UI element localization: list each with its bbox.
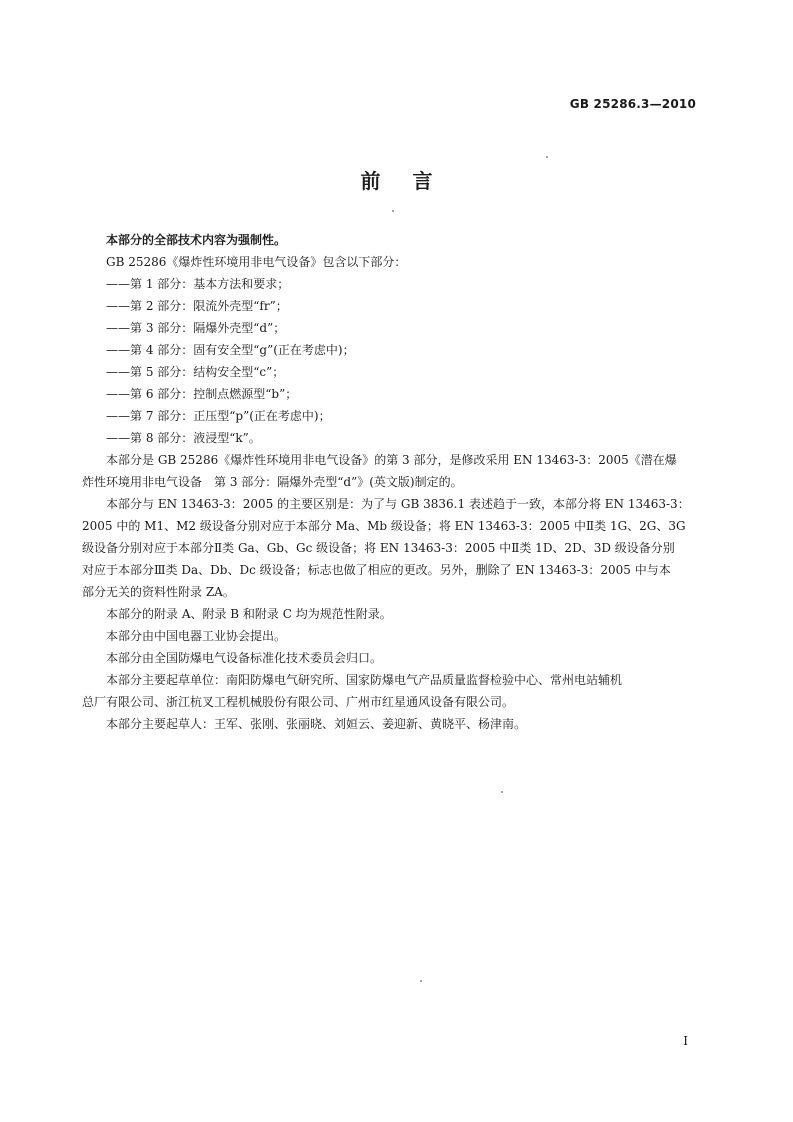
page-number: I xyxy=(683,1034,688,1048)
part-list-item: ——第 2 部分：限流外壳型“fr”； xyxy=(106,299,288,313)
part-list-item: ——第 5 部分：结构安全型“c”； xyxy=(106,365,285,379)
differences-line: 2005 中的 M1、M2 级设备分别对应于本部分 Ma、Mb 级设备；将 EN 13463-3：2005 中Ⅱ类 1G、2G、3G xyxy=(82,519,686,533)
differences-paragraph xyxy=(82,493,696,603)
adoption-paragraph xyxy=(82,449,696,493)
drafting-units-line: 总厂有限公司、浙江杭叉工程机械股份有限公司、广州市红星通风设备有限公司。 xyxy=(82,695,515,709)
drafting-units-paragraph xyxy=(82,669,696,713)
scan-speck xyxy=(420,980,422,982)
series-intro: GB 25286《爆炸性环境用非电气设备》包含以下部分： xyxy=(106,255,407,269)
proposed-by: 本部分由中国电器工业协会提出。 xyxy=(106,629,287,643)
part-list-item: ——第 4 部分：固有安全型“g”(正在考虑中)； xyxy=(106,343,355,357)
part-list-item: ——第 8 部分：液浸型“k”。 xyxy=(106,431,261,445)
scan-speck xyxy=(501,791,503,793)
part-list-item: ——第 7 部分：正压型“p”(正在考虑中)； xyxy=(106,409,331,423)
differences-line: 本部分与 EN 13463-3：2005 的主要区别是：为了与 GB 3836.1 表述趋于一致，本部分将 EN 13463-3： xyxy=(106,497,690,511)
page-title: 前言 xyxy=(360,169,465,193)
scan-speck xyxy=(546,156,548,158)
differences-line: 对应于本部分Ⅲ类 Da、Db、Dc 级设备；标志也做了相应的更改。另外，删除了 EN 13463-3：2005 中与本 xyxy=(82,563,671,577)
differences-line: 级设备分别对应于本部分Ⅱ类 Ga、Gb、Gc 级设备；将 EN 13463-3：2005 中Ⅱ类 1D、2D、3D 级设备分别 xyxy=(82,541,675,555)
drafting-units-line: 本部分主要起草单位：南阳防爆电气研究所、国家防爆电气产品质量监督检验中心、常州电站辅机 xyxy=(106,673,623,687)
differences-line: 部分无关的资料性附录 ZA。 xyxy=(82,585,235,599)
part-list-item: ——第 3 部分：隔爆外壳型“d”； xyxy=(106,321,286,335)
part-list-item: ——第 1 部分：基本方法和要求； xyxy=(106,277,290,291)
adoption-line: 炸性环境用非电气设备 第 3 部分：隔爆外壳型“d”》(英文版)制定的。 xyxy=(82,475,463,489)
preface-body xyxy=(82,229,696,735)
annexes-statement: 本部分的附录 A、附录 B 和附录 C 均为规范性附录。 xyxy=(106,607,392,621)
mandatory-statement: 本部分的全部技术内容为强制性。 xyxy=(106,233,287,247)
standard-number: GB 25286.3—2010 xyxy=(569,97,696,111)
scan-speck xyxy=(392,210,394,212)
adoption-line: 本部分是 GB 25286《爆炸性环境用非电气设备》的第 3 部分，是修改采用 EN 13463-3：2005《潜在爆 xyxy=(106,453,677,467)
drafters: 本部分主要起草人：王军、张刚、张丽晓、刘姮云、姜迎新、黄晓平、杨津南。 xyxy=(106,717,527,731)
part-list-item: ——第 6 部分：控制点燃源型“b”； xyxy=(106,387,298,401)
centralized-by: 本部分由全国防爆电气设备标准化技术委员会归口。 xyxy=(106,651,383,665)
